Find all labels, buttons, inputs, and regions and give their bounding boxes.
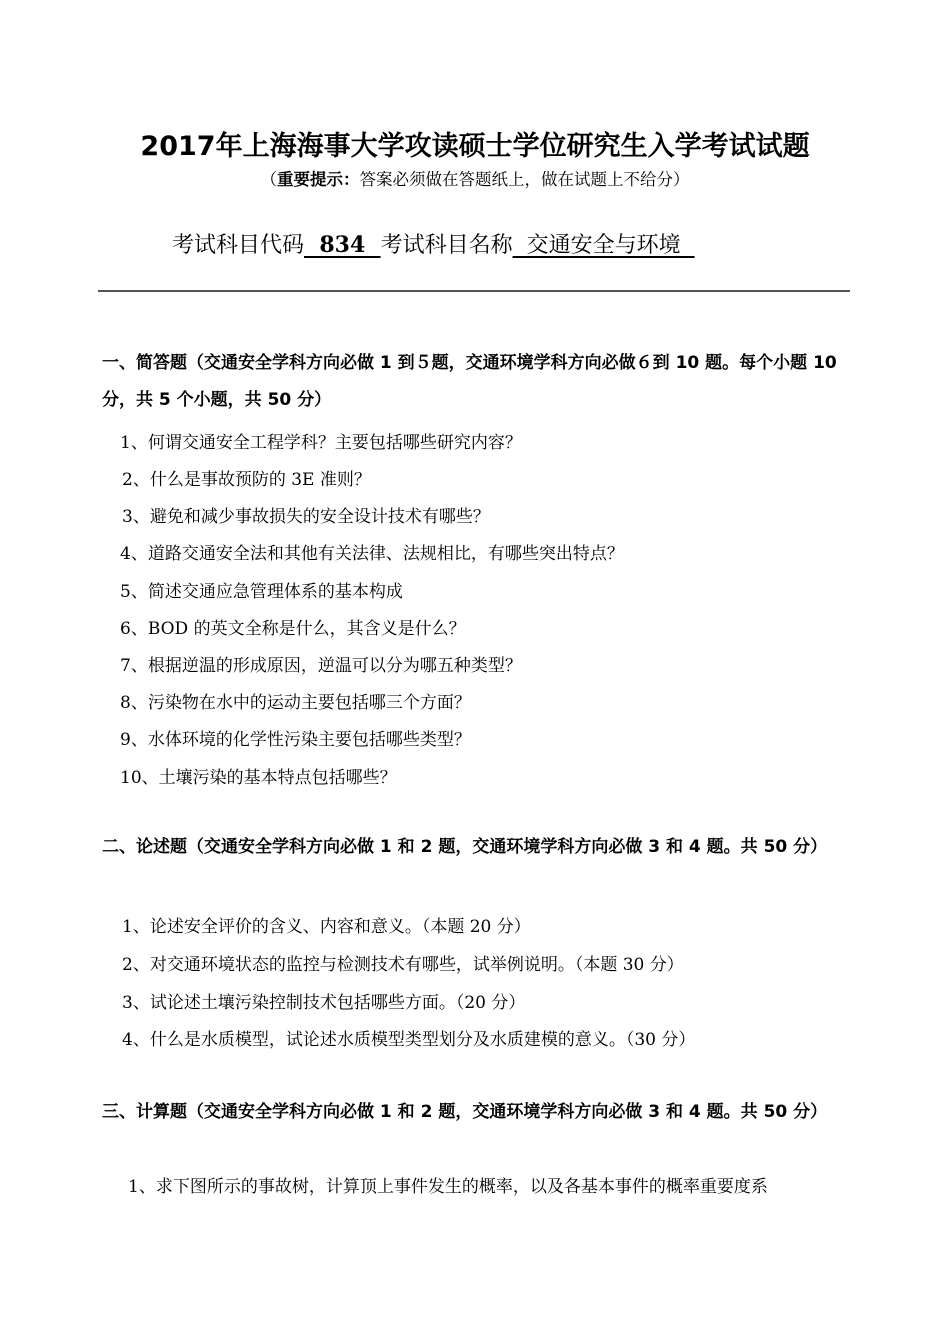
notice-close: ） — [673, 170, 690, 189]
question-item: 3、试论述土壤污染控制技术包括哪些方面。（20 分） — [122, 993, 526, 1013]
exam-title: 2017年上海海事大学攻读硕士学位研究生入学考试试题 — [140, 131, 810, 162]
divider — [98, 290, 850, 292]
section-heading-calculation: 三、计算题（交通安全学科方向必做 1 和 2 题，交通环境学科方向必做 3 和 4 题。共 50 分） — [102, 1102, 828, 1122]
question-item: 9、水体环境的化学性污染主要包括哪些类型？ — [120, 730, 471, 750]
notice-bold: 重要提示： — [277, 170, 360, 189]
question-item: 4、道路交通安全法和其他有关法律、法规相比，有哪些突出特点？ — [120, 544, 624, 564]
subject-line — [172, 228, 695, 259]
question-item: 7、根据逆温的形成原因，逆温可以分为哪五种类型？ — [120, 656, 522, 676]
question-item: 2、对交通环境状态的监控与检测技术有哪些，试举例说明。（本题 30 分） — [122, 955, 684, 975]
question-item: 1、论述安全评价的含义、内容和意义。（本题 20 分） — [122, 917, 531, 937]
subject-name-label: 考试科目名称 — [380, 233, 513, 258]
subject-code-value: 834 — [304, 232, 381, 258]
question-item: 8、污染物在水中的运动主要包括哪三个方面？ — [120, 693, 471, 713]
question-item: 6、BOD 的英文全称是什么，其含义是什么？ — [120, 619, 466, 639]
notice-open: （ — [260, 170, 277, 189]
question-item: 2、什么是事故预防的 3E 准则？ — [122, 470, 371, 490]
question-item: 5、简述交通应急管理体系的基本构成 — [120, 582, 403, 602]
section-heading-short-answer: 一、简答题（交通安全学科方向必做 1 到５题，交通环境学科方向必做６到 10 题。每个小题 10 分，共 5 个小题，共 50 分） — [102, 353, 837, 410]
question-item: 3、避免和减少事故损失的安全设计技术有哪些？ — [122, 507, 490, 527]
subject-name-value: 交通安全与环境 — [512, 233, 695, 258]
question-item: 10、土壤污染的基本特点包括哪些？ — [120, 768, 397, 788]
question-item: 4、什么是水质模型，试论述水质模型类型划分及水质建模的意义。（30 分） — [122, 1030, 696, 1050]
exam-notice — [0, 166, 950, 190]
section-heading-essay: 二、论述题（交通安全学科方向必做 1 和 2 题，交通环境学科方向必做 3 和 4 题。共 50 分） — [102, 837, 828, 857]
question-item: 1、求下图所示的事故树，计算顶上事件发生的概率，以及各基本事件的概率重要度系 — [128, 1177, 768, 1197]
notice-text: 答案必须做在答题纸上，做在试题上不给分 — [359, 170, 673, 189]
subject-code-label: 考试科目代码 — [172, 233, 305, 258]
question-item: 1、何谓交通安全工程学科？主要包括哪些研究内容？ — [120, 433, 522, 453]
